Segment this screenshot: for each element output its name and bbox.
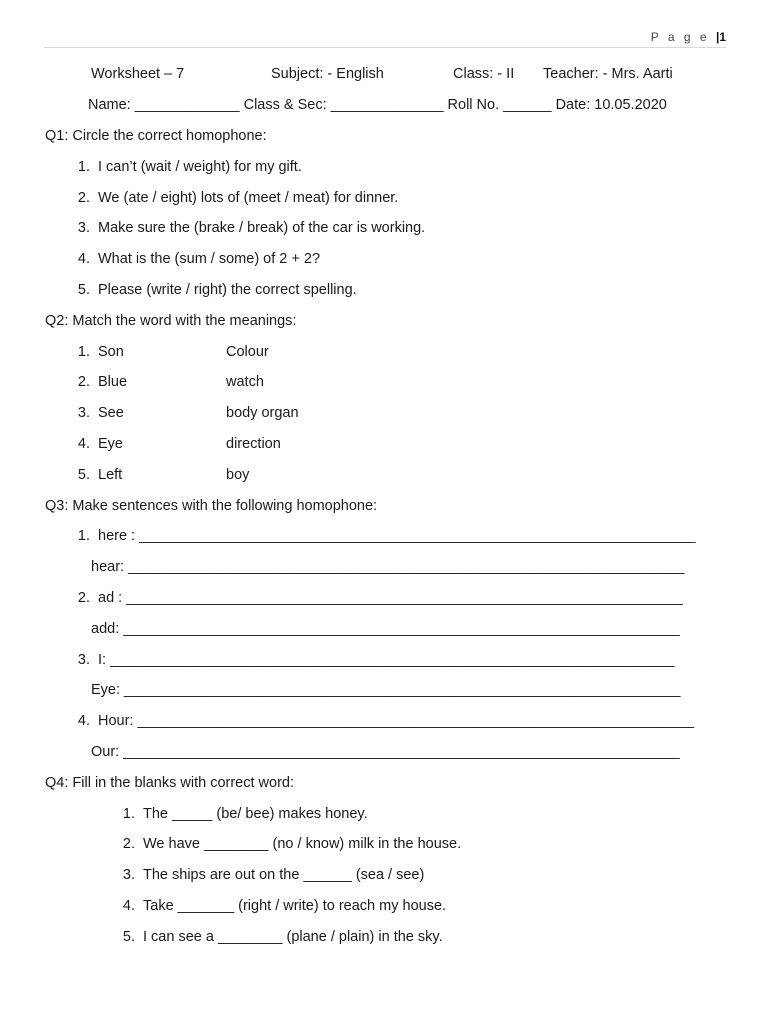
q3-subitem: Our: _____________________________________________________________________ [91,744,680,760]
q1-item: 1. I can’t (wait / weight) for my gift. [77,159,302,175]
q2-word: 1. Son [77,344,124,360]
q1-title: Q1: Circle the correct homophone: [45,128,267,144]
page-number-header [651,30,726,44]
teacher: Teacher: - Mrs. Aarti [543,66,673,82]
q2-title: Q2: Match the word with the meanings: [45,313,297,329]
q2-meaning: Colour [226,344,269,360]
q1-item: 3. Make sure the (brake / break) of the car is working. [77,220,426,236]
page-number: 1 [719,30,726,44]
name-line: Name: _____________ Class & Sec: ______________ Roll No. ______ Date: 10.05.2020 [88,97,667,113]
q1-item: 2. We (ate / eight) lots of (meet / meat) for dinner. [77,190,399,206]
q3-item: 1. here : _____________________________________________________________________ [77,528,696,544]
header-rule [44,47,726,48]
q3-item: 4. Hour: _____________________________________________________________________ [77,713,694,729]
q4-item: 4. Take _______ (right / write) to reach my house. [122,898,447,914]
q2-word: 4. Eye [77,436,123,452]
q3-item: 2. ad : _____________________________________________________________________ [77,590,683,606]
q4-item: 5. I can see a ________ (plane / plain) in the sky. [122,929,443,945]
q1-item: 5. Please (write / right) the correct spelling. [77,282,357,298]
q3-title: Q3: Make sentences with the following homophone: [45,498,378,514]
q2-meaning: direction [226,436,281,452]
q2-meaning: watch [226,374,264,390]
q2-meaning: boy [226,467,250,483]
q2-word: 2. Blue [77,374,128,390]
q4-item: 2. We have ________ (no / know) milk in the house. [122,836,462,852]
q3-subitem: add: _____________________________________________________________________ [91,621,680,637]
subject: Subject: - English [271,66,384,82]
q2-meaning: body organ [226,405,299,421]
page-separator: | [715,30,720,44]
class: Class: - II [453,66,515,82]
q3-subitem: hear: _____________________________________________________________________ [91,559,685,575]
q3-subitem: Eye: _____________________________________________________________________ [91,682,681,698]
q2-word: 5. Left [77,467,123,483]
worksheet-number: Worksheet – 7 [91,66,185,82]
q4-item: 3. The ships are out on the ______ (sea / see) [122,867,425,883]
q2-word: 3. See [77,405,124,421]
q3-item: 3. I: ______________________________________________________________________ [77,652,675,668]
q4-title: Q4: Fill in the blanks with correct word: [45,775,295,791]
page-label: P a g e [650,30,710,44]
q1-item: 4. What is the (sum / some) of 2 + 2? [77,251,321,267]
q4-item: 1. The _____ (be/ bee) makes honey. [122,806,368,822]
